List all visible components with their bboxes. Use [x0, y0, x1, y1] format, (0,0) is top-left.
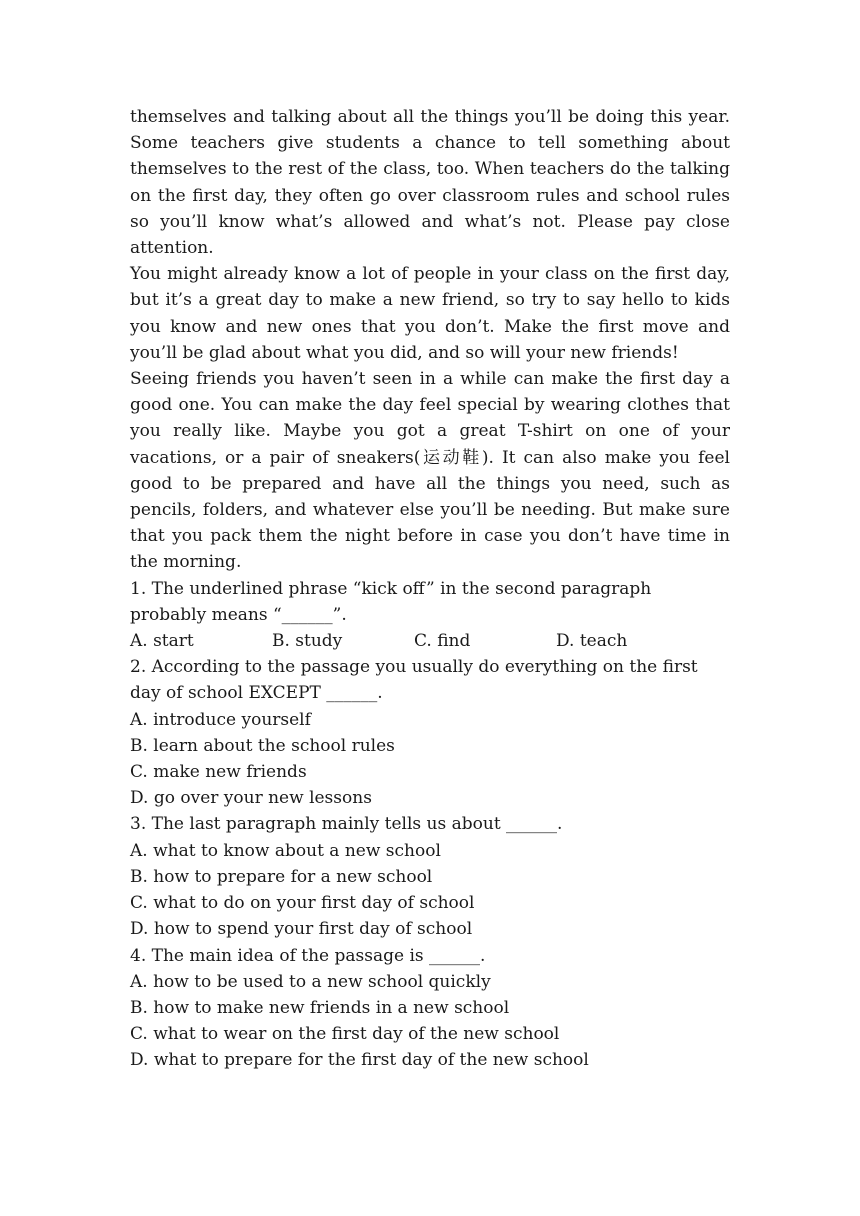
passage-paragraph: themselves and talking about all the things you’ll be doing this year. Some teachers give students a chance to tell something about themselves to the rest of the class, too. When teachers do the talking on the first day, they often go over classroom rules and school rules so you’ll know what’s allowed and what’s not. Please pay close attention. — [130, 107, 730, 259]
answer-option: C. what to wear on the first day of the new school — [130, 1024, 560, 1045]
answer-option: D. teach — [556, 631, 628, 652]
answer-option: A. how to be used to a new school quickly — [130, 971, 491, 992]
answer-option: B. how to make new friends in a new school — [130, 997, 510, 1018]
question-block — [130, 811, 730, 942]
answer-option: D. how to spend your first day of school — [130, 919, 473, 940]
question-stem: 1. The underlined phrase “kick off” in the second paragraph probably means “______”. — [130, 578, 652, 625]
passage-paragraph: Seeing friends you haven’t seen in a while can make the first day a good one. You can make the day feel special by wearing clothes that you really like. Maybe you got a great T-shirt on one of your vacations, or a pair of sneakers(运动鞋). It can also make you feel good to be prepared and have all the things you need, such as pencils, folders, and whatever else you’ll be needing. But make sure that you pack them the night before in case you don’t have time in the morning. — [130, 369, 730, 573]
question-block — [130, 654, 730, 811]
answer-option: D. go over your new lessons — [130, 788, 372, 809]
answer-option: A. introduce yourself — [130, 709, 311, 730]
answer-option: C. make new friends — [130, 762, 307, 783]
answer-option: D. what to prepare for the first day of the new school — [130, 1050, 589, 1071]
question-stem: 3. The last paragraph mainly tells us about ______. — [130, 814, 563, 835]
question-stem: 4. The main idea of the passage is ______. — [130, 945, 486, 966]
answer-option: B. how to prepare for a new school — [130, 866, 433, 887]
question-stem: 2. According to the passage you usually do everything on the first day of school EXCEPT ______. — [130, 657, 698, 704]
answer-option: B. learn about the school rules — [130, 735, 395, 756]
reading-passage — [130, 104, 730, 576]
document-page — [130, 104, 730, 1074]
question-block — [130, 576, 730, 655]
passage-paragraph: You might already know a lot of people in your class on the first day, but it’s a great day to make a new friend, so try to say hello to kids you know and new ones that you don’t. Make the first move and you’ll be glad about what you did, and so will your new friends! — [130, 264, 730, 363]
answer-options — [130, 628, 730, 654]
question-block — [130, 943, 730, 1074]
answer-option: C. what to do on your first day of school — [130, 893, 475, 914]
answer-option: B. study — [272, 631, 343, 652]
answer-option: A. what to know about a new school — [130, 840, 441, 861]
answer-option: A. start — [130, 631, 194, 652]
answer-option: C. find — [414, 631, 471, 652]
